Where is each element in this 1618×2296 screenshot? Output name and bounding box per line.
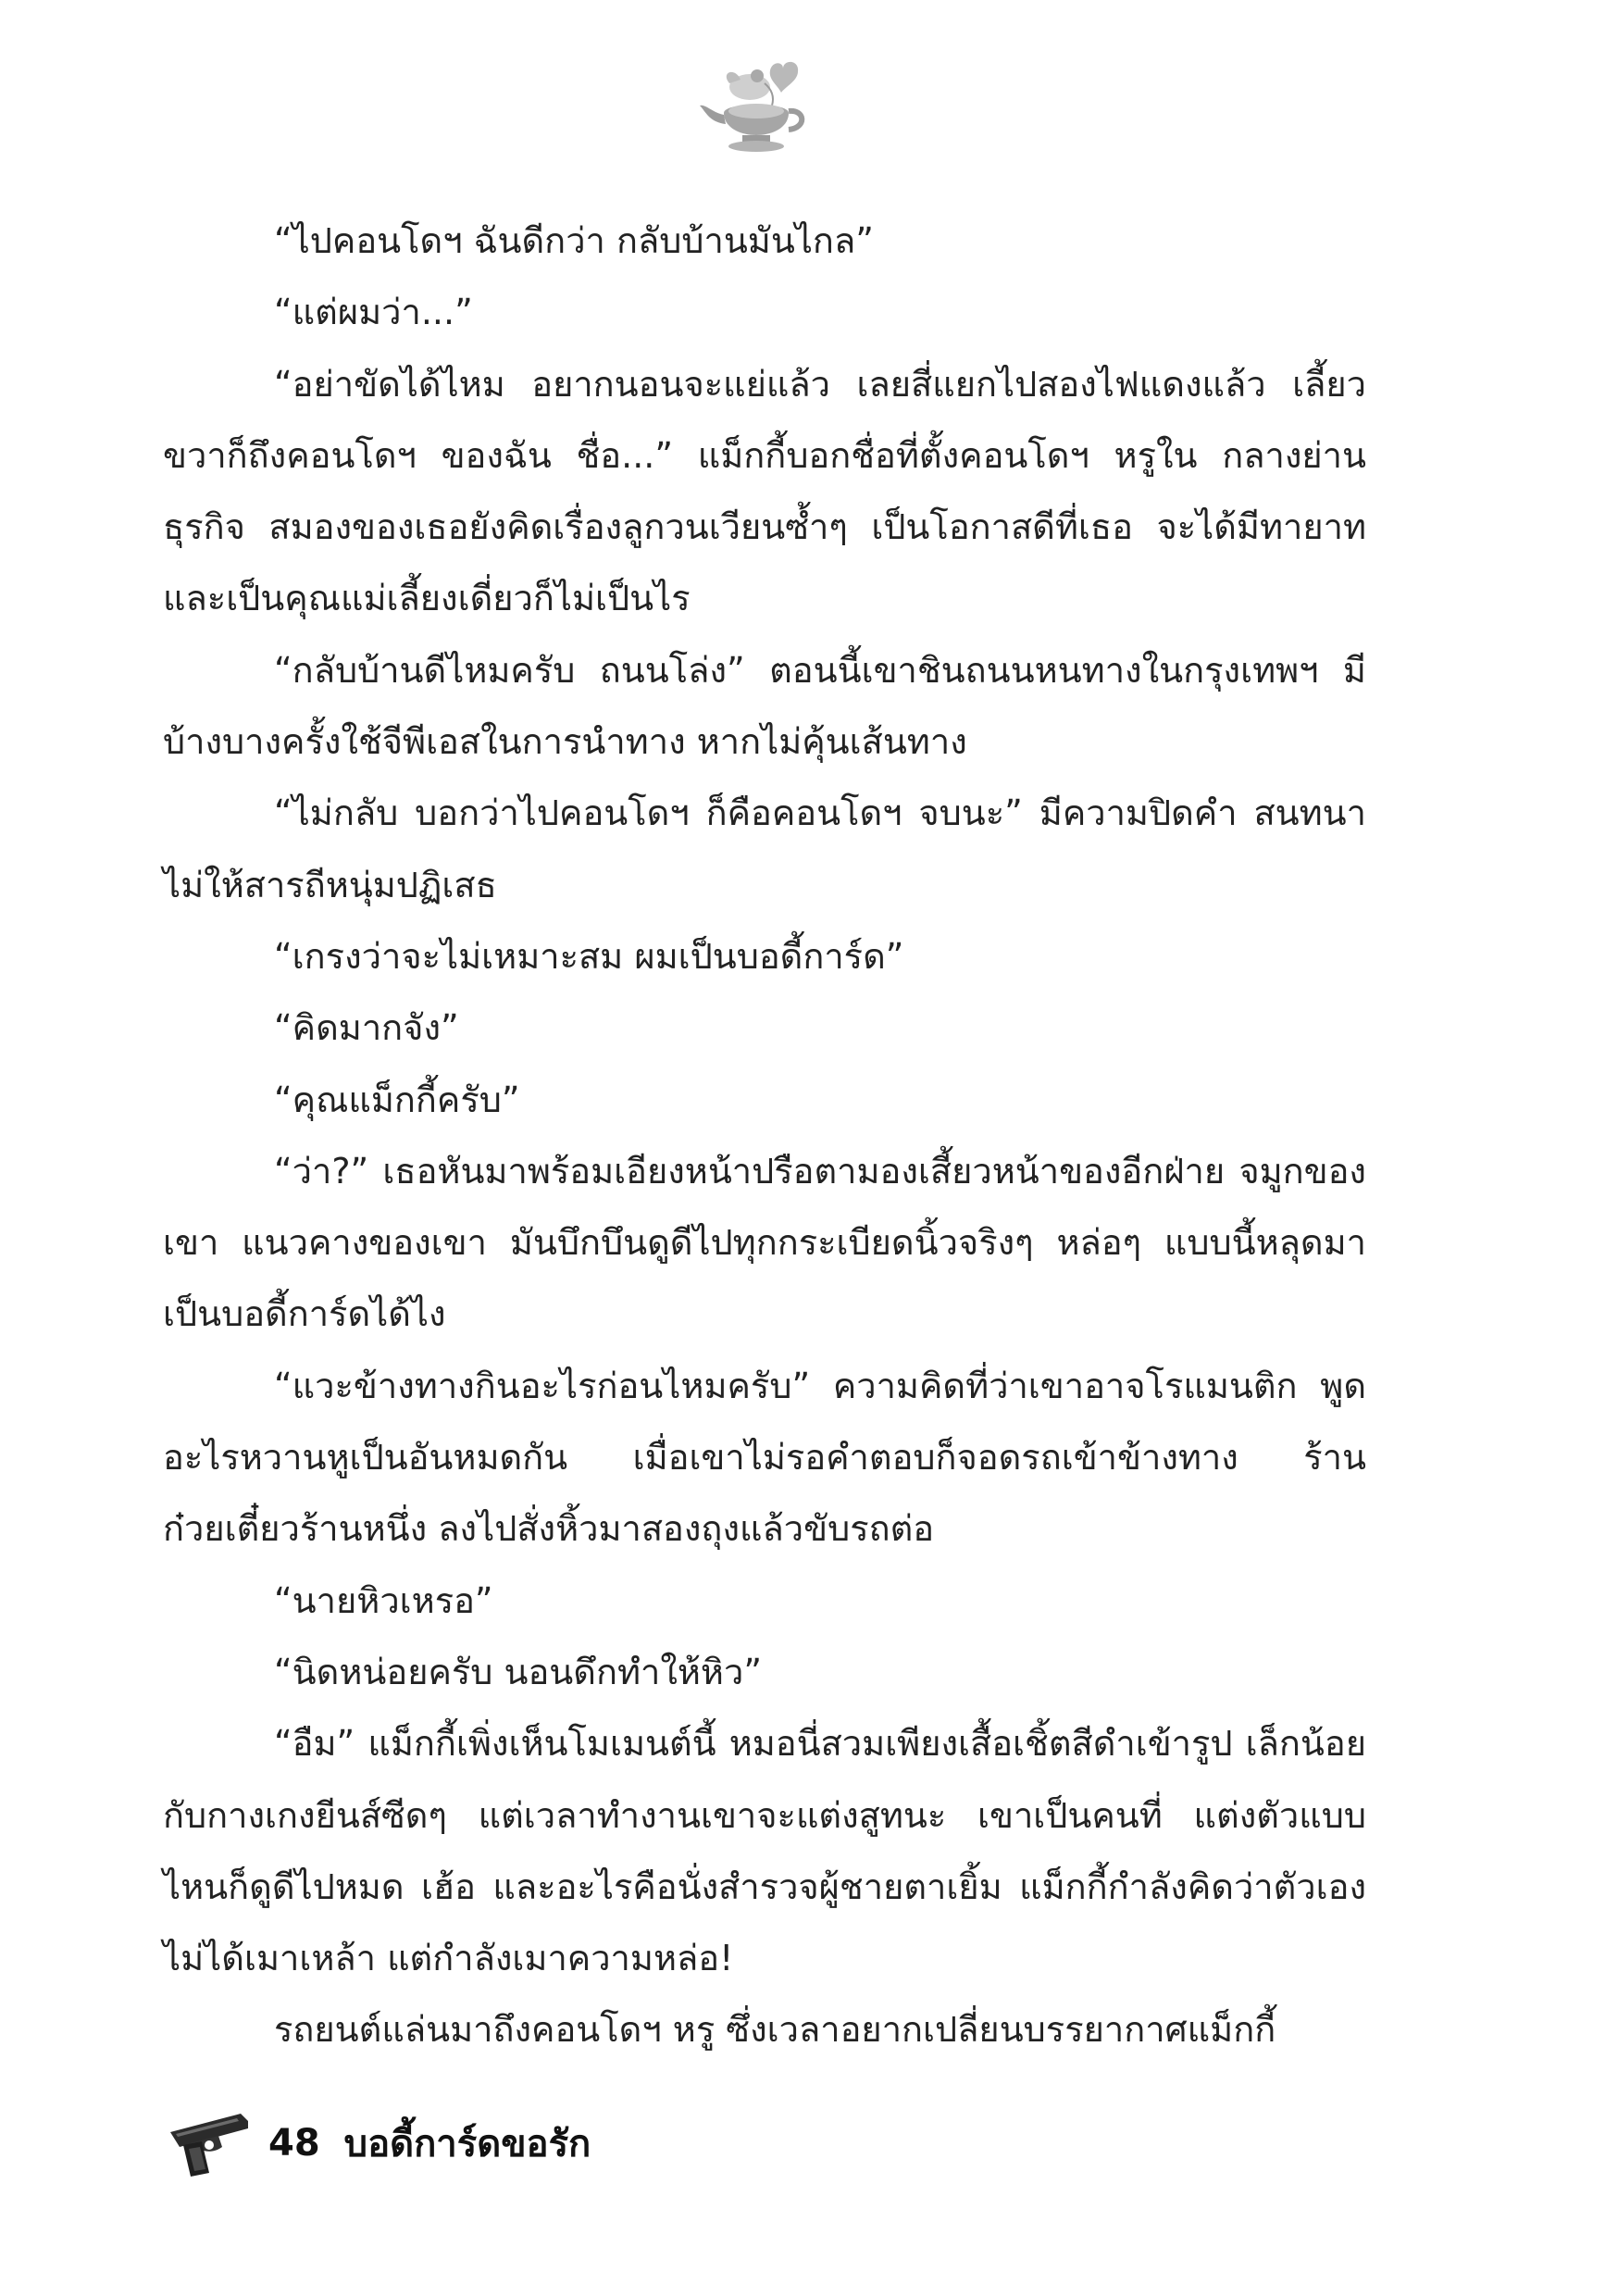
pistol-icon <box>163 2108 255 2178</box>
paragraph: “คิดมากจัง” <box>274 1007 459 1049</box>
paragraph: รถยนต์แล่นมาถึงคอนโดฯ หรู ซึ่งเวลาอยากเปลี่ยนบรรยากาศแม็กกี้ <box>274 2009 1276 2051</box>
cupid-teapot-ornament-icon <box>692 56 822 167</box>
page-footer <box>163 2102 591 2185</box>
paragraph: “อย่าขัดได้ไหม อยากนอนจะแย่แล้ว เลยสี่แยกไปสองไฟแดงแล้ว เลี้ยวขวาก็ถึงคอนโดฯ ของฉัน ชื่อ...” แม็กกี้บอกชื่อที่ตั้งคอนโดฯ หรูใน กลางย่านธุรกิจ สมองของเธอยังคิดเรื่องลูกวนเวียนซ้ำๆ เป็นโอกาสดีที่เธอ จะได้มีทายาทและเป็นคุณแม่เลี้ยงเดี่ยวก็ไม่เป็นไร <box>163 363 1366 619</box>
paragraph: “ว่า?” เธอหันมาพร้อมเอียงหน้าปรือตามองเสี้ยวหน้าของอีกฝ่าย จมูกของเขา แนวคางของเขา มันบึกบึนดูดีไปทุกกระเบียดนิ้วจริงๆ หล่อๆ แบบนี้หลุดมาเป็นบอดี้การ์ดได้ไง <box>163 1150 1366 1335</box>
paragraph: “อืม” แม็กกี้เพิ่งเห็นโมเมนต์นี้ หมอนี่สวมเพียงเสื้อเชิ้ตสีดำเข้ารูป เล็กน้อย กับกางเกงยีนส์ซีดๆ แต่เวลาทำงานเขาจะแต่งสูทนะ เขาเป็นคนที่ แต่งตัวแบบไหนก็ดูดีไปหมด เฮ้อ และอะไรคือนั่งสำรวจผู้ชายตาเยิ้ม แม็กกี้กำลังคิดว่าตัวเองไม่ได้เมาเหล้า แต่กำลังเมาความหล่อ! <box>163 1723 1366 1979</box>
paragraph: “ไปคอนโดฯ ฉันดีกว่า กลับบ้านมันไกล” <box>274 220 874 261</box>
paragraph: “แต่ผมว่า...” <box>274 292 473 333</box>
paragraph: “ไม่กลับ บอกว่าไปคอนโดฯ ก็คือคอนโดฯ จบนะ” มีความปิดคำ สนทนาไม่ให้สารถีหนุ่มปฏิเสธ <box>163 792 1366 905</box>
paragraph: “กลับบ้านดีไหมครับ ถนนโล่ง” ตอนนี้เขาชินถนนหนทางในกรุงเทพฯ มีบ้างบางครั้งใช้จีพีเอสในการนำทาง หากไม่คุ้นเส้นทาง <box>163 649 1366 763</box>
paragraph: “นิดหน่อยครับ นอนดึกทำให้หิว” <box>274 1651 763 1692</box>
paragraph: “คุณแม็กกี้ครับ” <box>274 1079 520 1120</box>
page-number: 48 <box>268 2122 320 2165</box>
body-text <box>163 206 1366 2066</box>
paragraph: “นายหิวเหรอ” <box>274 1579 493 1621</box>
book-title: บอดี้การ์ดขอรัก <box>343 2123 591 2165</box>
paragraph: “เกรงว่าจะไม่เหมาะสม ผมเป็นบอดี้การ์ด” <box>274 935 904 977</box>
paragraph: “แวะข้างทางกินอะไรก่อนไหมครับ” ความคิดที่ว่าเขาอาจโรแมนติก พูดอะไรหวานหูเป็นอันหมดกัน เมื่อเขาไม่รอคำตอบก็จอดรถเข้าข้างทาง ร้านก๋วยเตี๋ยวร้านหนึ่ง ลงไปสั่งหิ้วมาสองถุงแล้วขับรถต่อ <box>163 1365 1366 1550</box>
